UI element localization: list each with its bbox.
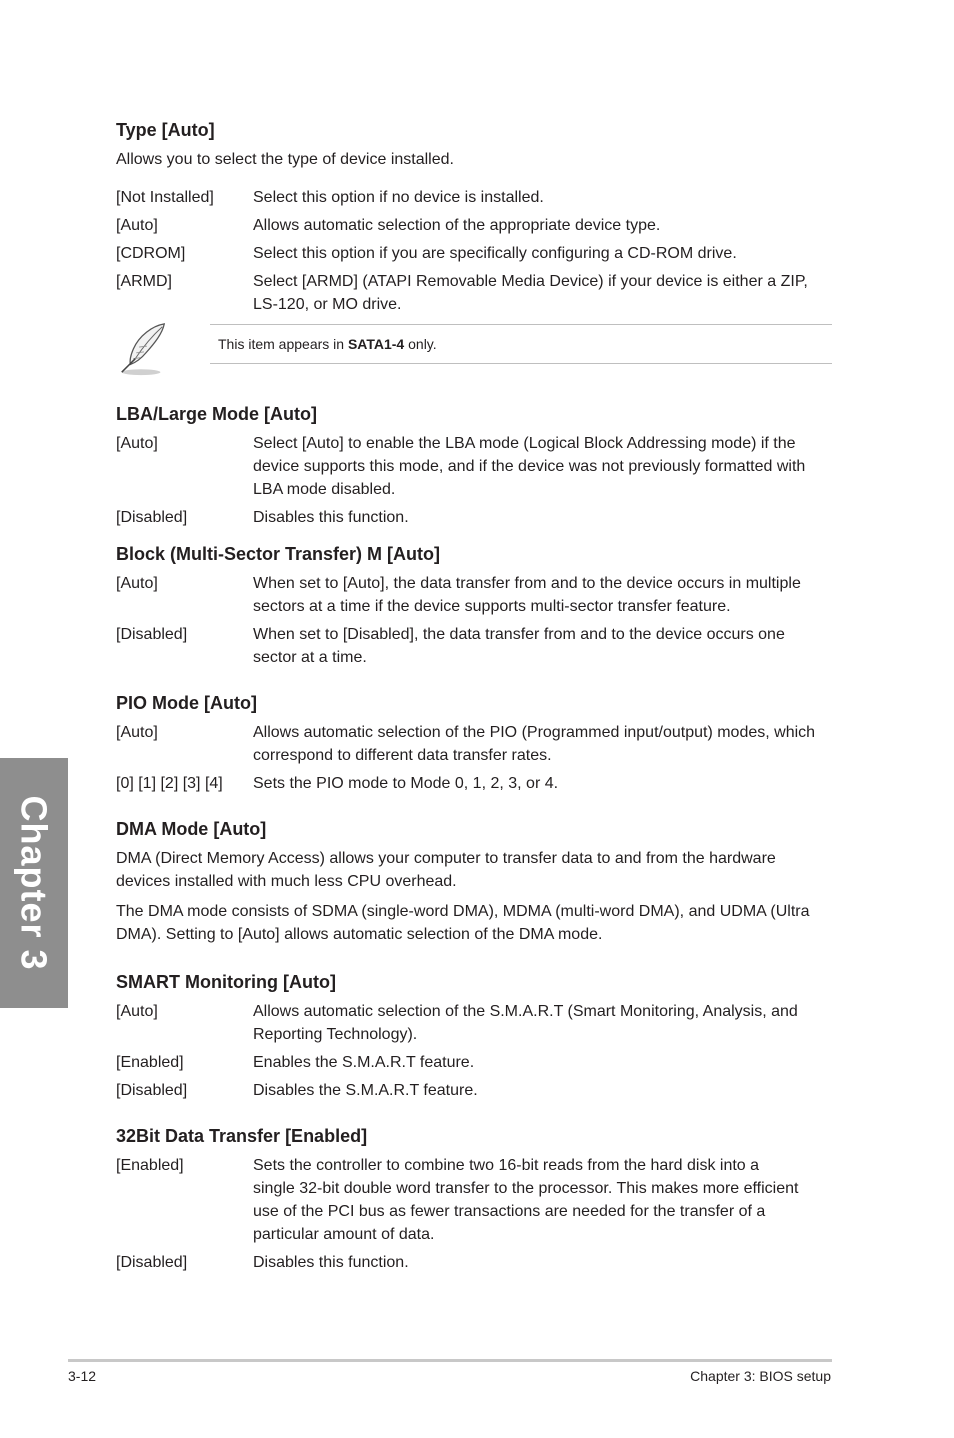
option-row xyxy=(116,1154,832,1246)
option-desc: When set to [Auto], the data transfer from and to the device occurs in multiple sectors at a time if the device supports multi-sector transfer feature. xyxy=(253,575,801,615)
option-desc: Allows automatic selection of the S.M.A.R.T (Smart Monitoring, Analysis, and Reporting Technology). xyxy=(253,1003,798,1043)
section-type xyxy=(116,118,832,316)
option-row xyxy=(116,432,832,501)
option-desc: Allows automatic selection of the appropriate device type. xyxy=(253,217,661,234)
option-key: [CDROM] xyxy=(116,245,186,262)
option-key: [Auto] xyxy=(116,1003,158,1020)
option-key: [Auto] xyxy=(116,435,158,452)
option-row xyxy=(116,186,832,209)
option-desc: Select [Auto] to enable the LBA mode (Logical Block Addressing mode) if the device supports this mode, and if the device was not previously formatted with LBA mode disabled. xyxy=(253,435,806,498)
section-title: Block (Multi-Sector Transfer) M [Auto] xyxy=(116,544,441,564)
page-number: 3-12 xyxy=(68,1368,97,1384)
option-desc: Select this option if no device is installed. xyxy=(253,189,544,206)
note-text xyxy=(210,324,832,364)
section-pio xyxy=(116,691,832,795)
section-title: DMA Mode [Auto] xyxy=(116,819,267,839)
option-key: [Auto] xyxy=(116,724,158,741)
note-bold: SATA1-4 xyxy=(347,336,405,352)
option-row xyxy=(116,721,832,767)
option-row xyxy=(116,1000,832,1046)
option-desc: Select this option if you are specifically configuring a CD-ROM drive. xyxy=(253,245,737,262)
section-title: PIO Mode [Auto] xyxy=(116,693,257,713)
section-title: 32Bit Data Transfer [Enabled] xyxy=(116,1126,368,1146)
option-desc: Sets the PIO mode to Mode 0, 1, 2, 3, or 4. xyxy=(253,775,559,792)
chapter-tab-label: Chapter 3 xyxy=(14,795,56,971)
footer-chapter-label: Chapter 3: BIOS setup xyxy=(690,1368,831,1384)
section-title: SMART Monitoring [Auto] xyxy=(116,972,336,992)
option-desc: Disables this function. xyxy=(253,1254,409,1271)
option-key: [0] [1] [2] [3] [4] xyxy=(116,775,223,792)
section-intro: Allows you to select the type of device installed. xyxy=(116,151,454,168)
option-row xyxy=(116,572,832,618)
option-key: [Not Installed] xyxy=(116,189,214,206)
page-content xyxy=(116,118,832,1279)
section-title: Type [Auto] xyxy=(116,120,215,140)
option-row xyxy=(116,1079,832,1102)
dma-para-1: DMA (Direct Memory Access) allows your computer to transfer data to and from the hardware devices installed with much less CPU overhead. xyxy=(116,850,776,890)
option-desc: When set to [Disabled], the data transfer from and to the device occurs one sector at a time. xyxy=(253,626,785,666)
option-key: [Disabled] xyxy=(116,509,188,526)
option-key: [Disabled] xyxy=(116,626,188,643)
option-key: [Enabled] xyxy=(116,1157,184,1174)
option-key: [Auto] xyxy=(116,217,158,234)
option-desc: Select [ARMD] (ATAPI Removable Media Device) if your device is either a ZIP, LS-120, or MO drive. xyxy=(253,273,808,313)
option-row xyxy=(116,1251,832,1274)
option-row xyxy=(116,772,832,795)
section-block xyxy=(116,542,832,669)
option-row xyxy=(116,242,832,265)
chapter-side-tab xyxy=(0,758,68,1008)
option-key: [Enabled] xyxy=(116,1054,184,1071)
note-box xyxy=(116,324,832,388)
section-32bit xyxy=(116,1124,832,1274)
option-desc: Disables this function. xyxy=(253,509,409,526)
option-key: [Disabled] xyxy=(116,1082,188,1099)
option-desc: Enables the S.M.A.R.T feature. xyxy=(253,1054,475,1071)
quill-pen-icon xyxy=(114,320,172,378)
note-suffix: only. xyxy=(404,336,437,352)
option-row xyxy=(116,506,832,529)
option-key: [Auto] xyxy=(116,575,158,592)
option-desc: Allows automatic selection of the PIO (Programmed input/output) modes, which correspond to different data transfer rates. xyxy=(253,724,816,764)
option-row xyxy=(116,270,832,316)
option-key: [ARMD] xyxy=(116,273,172,290)
section-smart xyxy=(116,970,832,1102)
option-desc: Disables the S.M.A.R.T feature. xyxy=(253,1082,478,1099)
option-row xyxy=(116,1051,832,1074)
option-key: [Disabled] xyxy=(116,1254,188,1271)
note-prefix: This item appears in xyxy=(218,336,348,352)
option-row xyxy=(116,623,832,669)
footer-divider xyxy=(68,1359,832,1362)
option-desc: Sets the controller to combine two 16-bit reads from the hard disk into a single 32-bit double word transfer to the processor. This makes more efficient use of the PCI bus as fewer transactions are needed for the transfer of a particular amount of data. xyxy=(253,1157,799,1243)
dma-para-2: The DMA mode consists of SDMA (single-word DMA), MDMA (multi-word DMA), and UDMA (Ultra DMA). Setting to [Auto] allows automatic selection of the DMA mode. xyxy=(116,903,810,943)
section-lba xyxy=(116,402,832,529)
section-dma xyxy=(116,817,832,946)
option-row xyxy=(116,214,832,237)
section-title: LBA/Large Mode [Auto] xyxy=(116,404,317,424)
